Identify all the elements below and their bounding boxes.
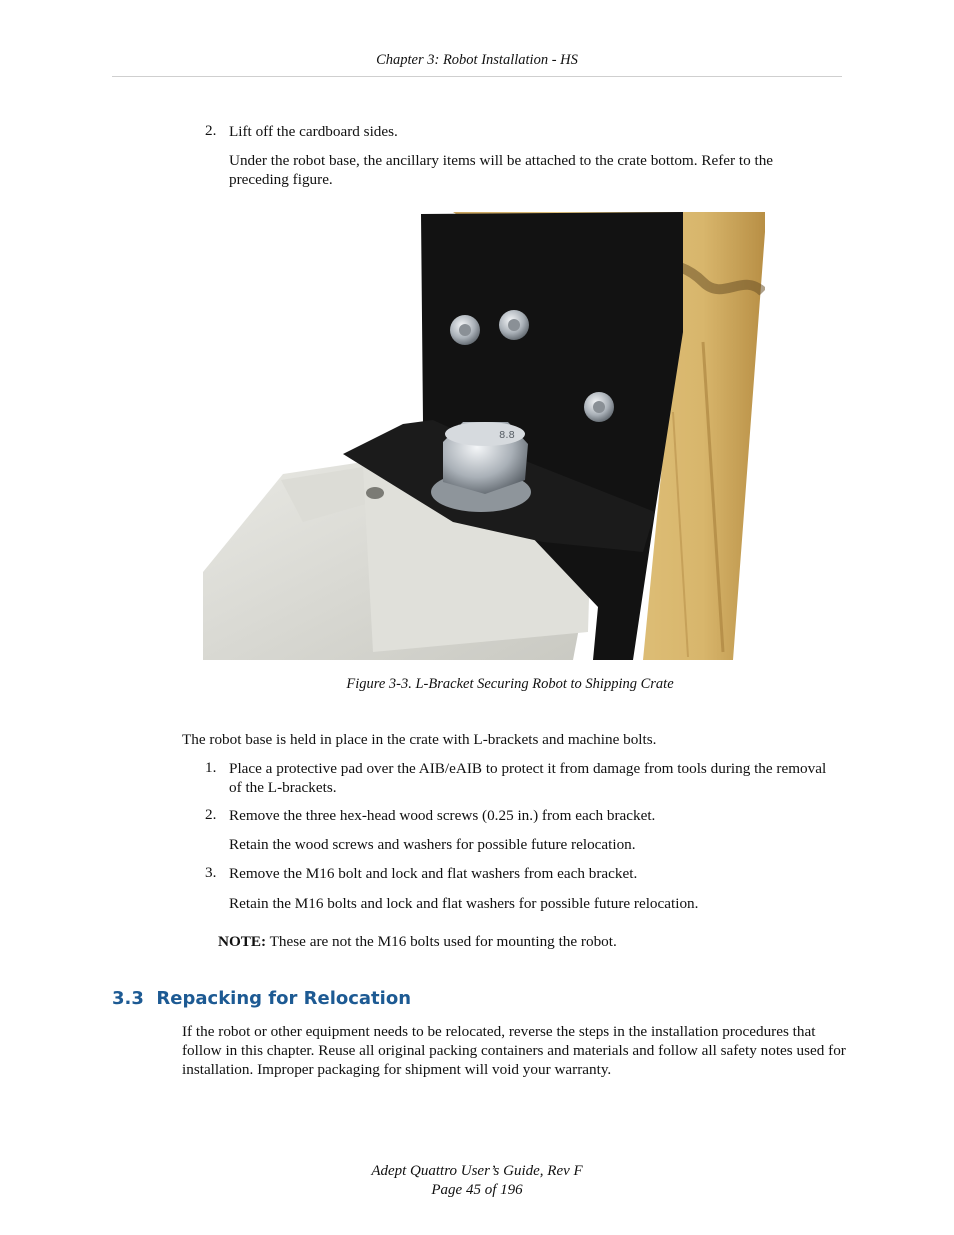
note (218, 932, 838, 951)
step-number: 1. (205, 759, 217, 776)
l-bracket-photo (203, 212, 765, 660)
step-text: Lift off the cardboard sides. (229, 123, 398, 140)
section-body: If the robot or other equipment needs to be relocated, reverse the steps in the installation procedures that follow in this chapter. Reuse all original packing containers and materials and follow all safety notes used for installation. Improper packaging for shipment will void your warranty. (182, 1023, 846, 1078)
intro-paragraph: The robot base is held in place in the crate with L-brackets and machine bolts. (182, 731, 657, 748)
step-number: 3. (205, 864, 217, 881)
step-detail: Retain the wood screws and washers for possible future relocation. (229, 836, 636, 853)
step-number: 2. (205, 122, 217, 139)
figure-photo (203, 212, 765, 660)
note-text: These are not the M16 bolts used for mounting the robot. (269, 933, 617, 950)
step-text: Place a protective pad over the AIB/eAIB to protect it from damage from tools during the removal of the L-brackets. (229, 760, 827, 796)
footer-page-number: Page 45 of 196 (431, 1182, 523, 1198)
step-text: Remove the three hex-head wood screws (0.25 in.) from each bracket. (229, 807, 656, 824)
page-header: Chapter 3: Robot Installation - HS (376, 52, 578, 68)
step-number: 2. (205, 806, 217, 823)
figure-caption: Figure 3-3. L-Bracket Securing Robot to Shipping Crate (346, 676, 674, 692)
step-detail: Retain the M16 bolts and lock and flat washers for possible future relocation. (229, 895, 699, 912)
bolt-marking: 8.8 (499, 430, 515, 441)
footer-title: Adept Quattro User’s Guide, Rev F (371, 1163, 583, 1179)
header-rule (112, 76, 842, 77)
step-detail: Under the robot base, the ancillary items will be attached to the crate bottom. Refer to the preceding figure. (229, 152, 774, 188)
note-label: NOTE: (218, 933, 267, 950)
section-heading: 3.3 Repacking for Relocation (112, 988, 412, 1009)
step-text: Remove the M16 bolt and lock and flat washers from each bracket. (229, 865, 638, 882)
